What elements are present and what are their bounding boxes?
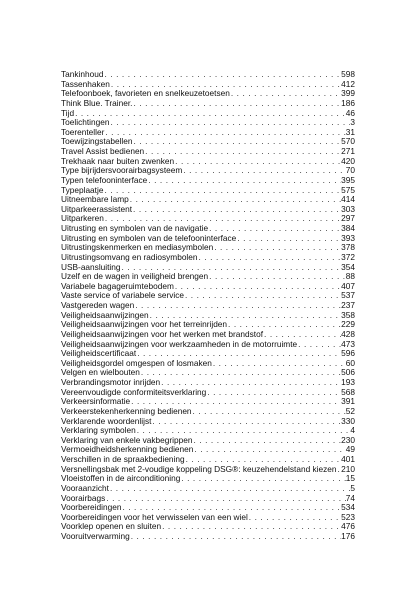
dot-leader: [130, 195, 341, 205]
index-term: Voorbereidingen: [61, 502, 122, 513]
page-number: 46: [345, 107, 355, 118]
index-term: Veiligheidsgordel omgespen of losmaken: [61, 357, 212, 368]
index-term: Vereenvoudigde conformiteitsverklaring: [61, 386, 207, 397]
index-term: Travel Assist bedienen: [61, 146, 145, 156]
index-term: Veiligheidsaanwijzingen: [61, 309, 149, 320]
index-term: Veiligheidscertificaat: [61, 348, 137, 359]
dot-leader: [194, 445, 345, 455]
index-term: Vermoeidheidsherkenning bedienen: [61, 444, 194, 455]
page-number: 534: [341, 502, 355, 513]
index-entry: [61, 532, 355, 542]
index-term: Uitparkeerassistent: [61, 203, 133, 214]
page-number: 378: [341, 242, 355, 253]
page-number: 88: [345, 271, 355, 282]
index-term: Velgen en wielbouten: [61, 367, 140, 378]
dot-leader: [237, 234, 341, 244]
index-term: Veiligheidsaanwijzingen voor het terreinrijden: [61, 319, 228, 330]
index-term: Uzelf en de wagen in veiligheid brengen: [61, 271, 209, 282]
page-number: 570: [341, 136, 355, 147]
page-number: 74: [345, 492, 355, 503]
index-term: Verkeersinformatie: [61, 396, 131, 407]
dot-leader: [75, 109, 346, 119]
index-term: Toerenteller: [61, 126, 105, 137]
index-entry: [61, 205, 355, 215]
index-term: Verklarende woordenlijst: [61, 415, 152, 426]
page-number: 393: [341, 232, 355, 243]
page-number: 70: [345, 165, 355, 176]
dot-leader: [231, 89, 341, 99]
dot-leader: [209, 272, 346, 282]
dot-leader: [298, 340, 341, 350]
dot-leader: [162, 522, 341, 532]
page-number: 176: [341, 531, 355, 541]
dot-leader: [135, 301, 341, 311]
index-term: Verkeerstekenherkenning bedienen: [61, 405, 192, 416]
dot-leader: [213, 359, 346, 369]
dot-leader: [193, 436, 341, 446]
page-number: 358: [341, 309, 355, 320]
dot-leader: [110, 118, 350, 128]
dot-leader: [133, 205, 341, 215]
index-term: Vooraanzicht: [61, 482, 109, 493]
index-term: Vloeistoffen in de airconditioning: [61, 473, 181, 484]
dot-leader: [110, 484, 350, 494]
dot-leader: [152, 417, 341, 427]
page-number: 31: [345, 126, 355, 137]
index-term: Think Blue. Trainer.: [61, 97, 133, 108]
page-number: 412: [341, 78, 355, 89]
page-number: 473: [341, 338, 355, 349]
index-term: Uitrustingsomvang en radiosymbolen: [61, 251, 198, 262]
dot-leader: [207, 388, 341, 398]
dot-leader: [105, 128, 345, 138]
index-entry: [61, 176, 355, 186]
index-term: Tassenhaken: [61, 78, 110, 89]
dot-leader: [133, 99, 341, 109]
page-number: 330: [341, 415, 355, 426]
index-term: Verschillen in de spraakbediening: [61, 454, 185, 464]
index-entry: [61, 99, 355, 109]
index-term: Veiligheidsaanwijzingen voor werkzaamheden in de motorruimte: [61, 338, 298, 349]
page-number: 575: [341, 184, 355, 195]
page-number: 420: [341, 155, 355, 166]
page-number: 230: [341, 434, 355, 445]
index-entry: [61, 484, 355, 494]
page-number: 60: [345, 357, 355, 368]
page-number: 229: [341, 319, 355, 330]
dot-leader: [131, 532, 341, 542]
index-term: Trekhaak naar buiten zwenken: [61, 155, 175, 166]
page-number: 395: [341, 174, 355, 185]
page-number: 476: [341, 521, 355, 532]
page-number: 271: [341, 146, 355, 156]
page-number: 506: [341, 367, 355, 378]
page-number: 407: [341, 280, 355, 291]
page-number: 15: [345, 473, 355, 484]
index-term: Verklaring symbolen: [61, 425, 136, 436]
dot-leader: [104, 70, 341, 80]
page-number: 384: [341, 223, 355, 233]
index-term: Typen telefooninterface: [61, 174, 148, 185]
dot-leader: [104, 186, 341, 196]
index-term: Uitrusting en symbolen van de navigatie: [61, 223, 209, 233]
index-term: Uitparkeren: [61, 213, 104, 224]
page-number: 354: [341, 261, 355, 272]
index-term: Voorklep openen en sluiten: [61, 521, 162, 532]
dot-leader: [199, 253, 342, 263]
dot-leader: [134, 137, 342, 147]
page-number: 52: [345, 405, 355, 416]
index-list: [61, 70, 355, 542]
dot-leader: [175, 282, 341, 292]
index-term: Uitrusting en symbolen van de telefooninterface: [61, 232, 237, 243]
index-term: Vaste service of variabele service: [61, 290, 184, 301]
index-term: Toelichtingen: [61, 117, 110, 128]
index-term: Tankinhoud: [61, 69, 104, 79]
page-number: 391: [341, 396, 355, 407]
page-number: 210: [341, 463, 355, 474]
dot-leader: [183, 166, 345, 176]
page-number: 568: [341, 386, 355, 397]
page-number: 49: [345, 444, 355, 455]
index-term: Voorbereidingen voor het verwisselen van een wiel: [61, 511, 248, 522]
index-term: Versnellingsbak met 2-voudige koppeling DSG®: keuzehendelstand kiezen: [61, 463, 337, 474]
dot-leader: [193, 407, 346, 417]
dot-leader: [148, 176, 341, 186]
page-number: 596: [341, 348, 355, 359]
index-term: Typeplaatje: [61, 184, 104, 195]
page-number: 401: [341, 454, 355, 464]
index-term: Variabele bagageruimtebodem: [61, 280, 174, 291]
dot-leader: [145, 147, 341, 157]
page-number: 414: [341, 194, 355, 205]
index-term: Uitrustingskenmerken en mediasymbolen: [61, 242, 214, 253]
dot-leader: [175, 157, 341, 167]
index-term: Tijd: [61, 107, 75, 118]
dot-leader: [141, 368, 341, 378]
page-number: 537: [341, 290, 355, 301]
index-term: Verbrandingsmotor inrijden: [61, 377, 161, 387]
page-number: 297: [341, 213, 355, 224]
index-term: USB-aansluiting: [61, 261, 121, 272]
index-term: Veiligheidsaanwijzingen voor het werken met brandstof: [61, 328, 264, 339]
index-term: Vastgereden wagen: [61, 300, 135, 310]
page-number: 5: [350, 482, 355, 493]
page-number: 4: [350, 425, 355, 436]
page-number: 598: [341, 69, 355, 79]
index-term: Uitneembare lamp: [61, 194, 129, 205]
page-number: 193: [341, 377, 355, 387]
dot-leader: [106, 494, 345, 504]
index-term: Vooruitverwarming: [61, 531, 130, 541]
page-number: 303: [341, 203, 355, 214]
page-number: 372: [341, 251, 355, 262]
page-number: 186: [341, 97, 355, 108]
dot-leader: [214, 243, 341, 253]
index-term: Toewijzingstabellen: [61, 136, 133, 147]
page-number: 3: [350, 117, 355, 128]
page-number: 428: [341, 328, 355, 339]
page-number: 523: [341, 511, 355, 522]
index-term: Verklaring van enkele vakbegrippen: [61, 434, 193, 445]
index-term: Type bijrijdersvoorairbagsysteem: [61, 165, 183, 176]
dot-leader: [249, 513, 341, 523]
dot-leader: [181, 474, 345, 484]
page-number: 399: [341, 88, 355, 99]
page-number: 237: [341, 300, 355, 310]
dot-leader: [185, 291, 341, 301]
index-entry: [61, 118, 355, 128]
index-term: Telefoonboek, favorieten en snelkeuzetoetsen: [61, 88, 230, 99]
index-term: Voorairbags: [61, 492, 106, 503]
